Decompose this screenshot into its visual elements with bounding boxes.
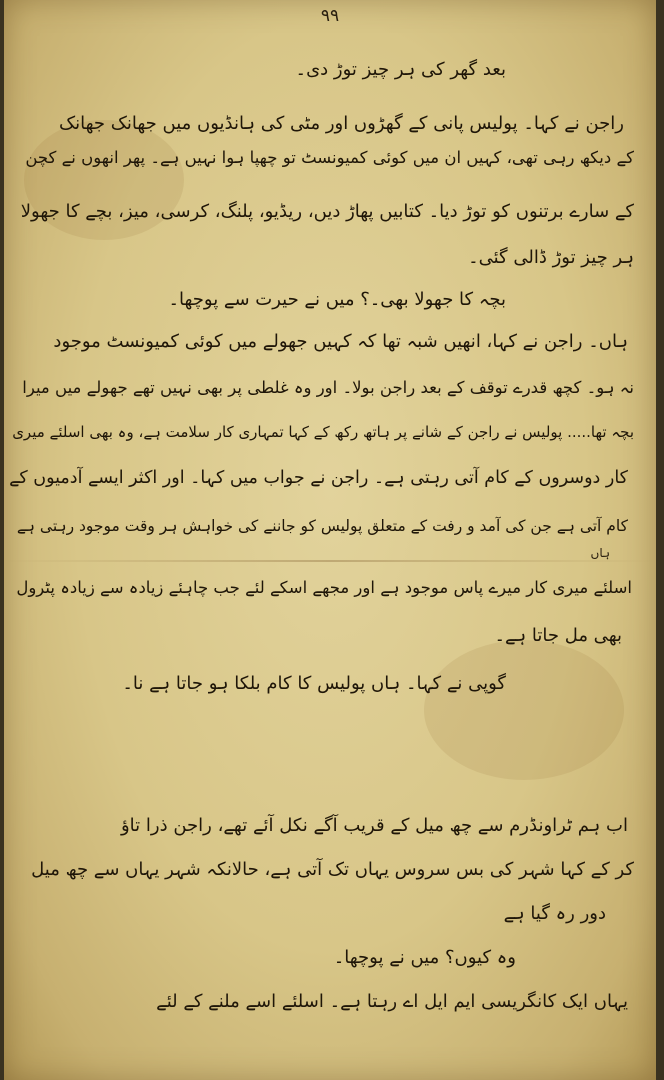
text-line: کام آتی ہے جن کی آمد و رفت کے متعلق پولیس کو جاننے کی خواہش ہر وقت موجود رہتی ہے (16, 517, 628, 535)
text-line: نہ ہو۔ کچھ قدرے توقف کے بعد راجن بولا۔ اور وہ غلطی پر بھی نہیں تھے جھولے میں میرا (22, 378, 634, 397)
text-line: ہاں۔ راجن نے کہا، انھیں شبہ تھا کہ کہیں جھولے میں کوئی کمیونسٹ موجود (53, 331, 628, 352)
text-line: کے دیکھ رہی تھی، کہیں ان میں کوئی کمیونسٹ تو چھپا ہوا نہیں ہے۔ پھر انھوں نے کچن (25, 148, 634, 167)
text-line: یہاں ایک کانگریسی ایم ایل اے رہتا ہے۔ اسلئے اسے ملنے کے لئے (156, 991, 628, 1012)
page-number: ٩٩ (320, 6, 340, 26)
text-line: بچہ تھا..... پولیس نے راجن کے شانے پر ہاتھ رکھ کے کہا تمہاری کار سلامت ہے، وہ بھی اسلئے میری (12, 423, 634, 441)
text-line: کے سارے برتنوں کو توڑ دیا۔ کتابیں پھاڑ دیں، ریڈیو، پلنگ، کرسی، میز، بچے کا جھولا (20, 201, 634, 222)
text-line: بچہ کا جھولا بھی۔؟ میں نے حیرت سے پوچھا۔ (168, 289, 506, 310)
text-line: گوپی نے کہا۔ ہاں پولیس کا کام بلکا ہو جاتا ہے نا۔ (122, 673, 506, 694)
book-page (4, 0, 656, 1080)
text-line: راجن نے کہا۔ پولیس پانی کے گھڑوں اور مٹی کی ہانڈیوں میں جھانک جھانک (59, 113, 624, 134)
text-line: بھی مل جاتا ہے۔ (494, 625, 622, 646)
text-line: بعد گھر کی ہر چیز توڑ دی۔ (295, 59, 506, 80)
text-line: اسلئے میری کار میرے پاس موجود ہے اور مجھے اسکے لئے جب چاہئے زیادہ سے زیادہ پٹرول (16, 578, 632, 597)
margin-note: ہاں (590, 546, 610, 560)
text-line: اب ہم ٹراونڈرم سے چھ میل کے قریب آگے نکل آئے تھے، راجن ذرا تاؤ (120, 815, 628, 836)
text-line: دور رہ گیا ہے (503, 903, 606, 924)
paper-crease (4, 560, 656, 562)
paper-stain (424, 640, 624, 780)
text-line: کر کے کہا شہر کی بس سروس یہاں تک آتی ہے، حالانکہ شہر یہاں سے چھ میل (31, 859, 634, 880)
text-line: ہر چیز توڑ ڈالی گئی۔ (468, 247, 634, 268)
text-line: وہ کیوں؟ میں نے پوچھا۔ (333, 947, 516, 968)
text-line: کار دوسروں کے کام آتی رہتی ہے۔ راجن نے جواب میں کہا۔ اور اکثر ایسے آدمیوں کے (9, 468, 628, 488)
